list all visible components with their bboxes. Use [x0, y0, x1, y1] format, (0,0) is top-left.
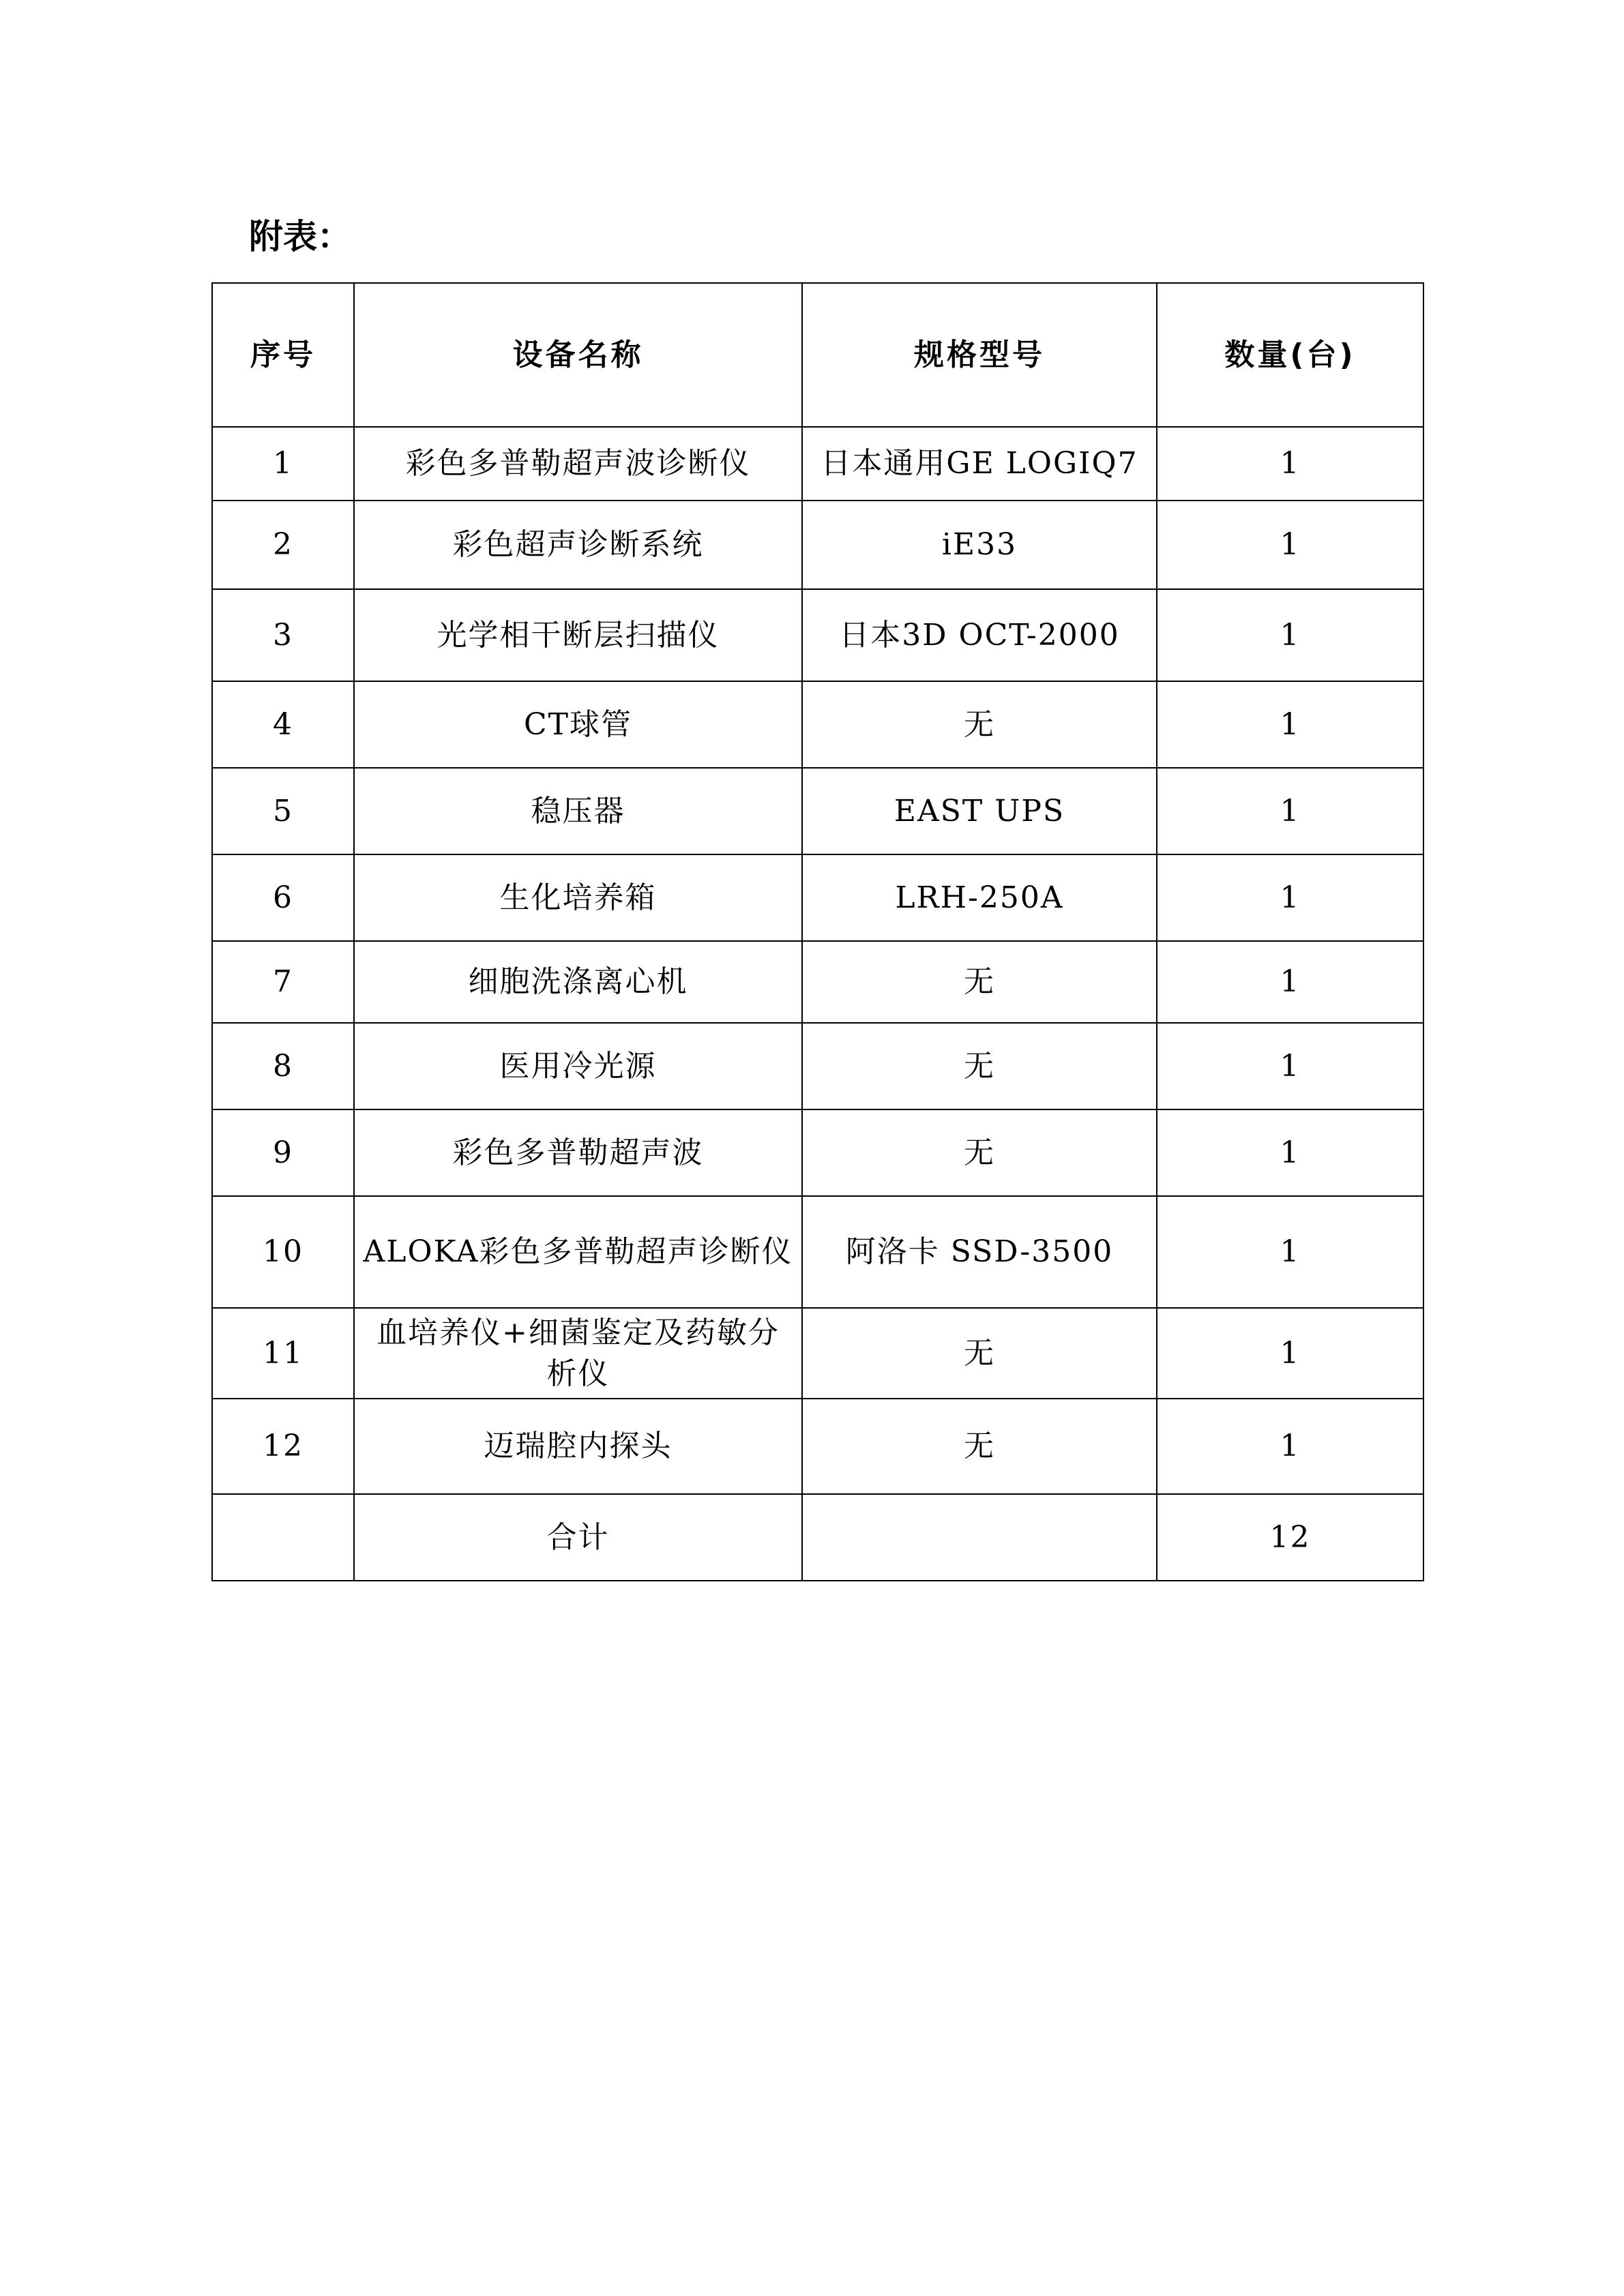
page-title: 附表： [249, 217, 351, 256]
cell-quantity: 1 [1157, 1196, 1423, 1308]
cell-equipment-name: 医用冷光源 [354, 1023, 802, 1109]
cell-model: 无 [802, 1109, 1157, 1196]
table-row [212, 589, 1423, 681]
cell-serial-number: 10 [212, 1196, 354, 1308]
cell-quantity: 1 [1157, 589, 1423, 681]
table-row [212, 1399, 1423, 1494]
cell-equipment-name: 稳压器 [354, 768, 802, 854]
cell-equipment-name: 彩色多普勒超声波 [354, 1109, 802, 1196]
cell-serial-number: 2 [212, 501, 354, 589]
total-quantity: 12 [1157, 1494, 1423, 1581]
cell-quantity: 1 [1157, 941, 1423, 1023]
total-model [802, 1494, 1157, 1581]
cell-equipment-name: 血培养仪+细菌鉴定及药敏分析仪 [354, 1308, 802, 1399]
cell-quantity: 1 [1157, 427, 1423, 501]
cell-serial-number: 4 [212, 681, 354, 768]
cell-quantity: 1 [1157, 501, 1423, 589]
cell-model: 日本通用GE LOGIQ7 [802, 427, 1157, 501]
cell-model: 无 [802, 1308, 1157, 1399]
cell-model: 日本3D OCT-2000 [802, 589, 1157, 681]
cell-model: iE33 [802, 501, 1157, 589]
table-row [212, 1023, 1423, 1109]
table-row [212, 854, 1423, 941]
cell-serial-number: 12 [212, 1399, 354, 1494]
cell-serial-number: 5 [212, 768, 354, 854]
cell-serial-number: 9 [212, 1109, 354, 1196]
total-label: 合计 [354, 1494, 802, 1581]
table-row [212, 1308, 1423, 1399]
cell-serial-number: 8 [212, 1023, 354, 1109]
cell-model: 无 [802, 681, 1157, 768]
cell-equipment-name: 生化培养箱 [354, 854, 802, 941]
cell-equipment-name: 迈瑞腔内探头 [354, 1399, 802, 1494]
table-row [212, 941, 1423, 1023]
cell-quantity: 1 [1157, 681, 1423, 768]
cell-serial-number: 7 [212, 941, 354, 1023]
table-row [212, 1196, 1423, 1308]
cell-model: EAST UPS [802, 768, 1157, 854]
cell-equipment-name: 彩色超声诊断系统 [354, 501, 802, 589]
cell-equipment-name: CT球管 [354, 681, 802, 768]
header-model: 规格型号 [802, 283, 1157, 427]
cell-equipment-name: 细胞洗涤离心机 [354, 941, 802, 1023]
cell-quantity: 1 [1157, 1399, 1423, 1494]
cell-serial-number: 11 [212, 1308, 354, 1399]
cell-equipment-name: 光学相干断层扫描仪 [354, 589, 802, 681]
table-row [212, 1109, 1423, 1196]
cell-model: 无 [802, 1023, 1157, 1109]
table-row [212, 681, 1423, 768]
cell-serial-number: 6 [212, 854, 354, 941]
cell-model: 阿洛卡 SSD-3500 [802, 1196, 1157, 1308]
cell-quantity: 1 [1157, 768, 1423, 854]
cell-model: 无 [802, 941, 1157, 1023]
total-serial-number [212, 1494, 354, 1581]
table-row [212, 768, 1423, 854]
cell-model: LRH-250A [802, 854, 1157, 941]
cell-equipment-name: ALOKA彩色多普勒超声诊断仪 [354, 1196, 802, 1308]
header-equipment-name: 设备名称 [354, 283, 802, 427]
header-serial-number: 序号 [212, 283, 354, 427]
header-quantity: 数量(台) [1157, 283, 1423, 427]
cell-quantity: 1 [1157, 1308, 1423, 1399]
table-row [212, 427, 1423, 501]
cell-serial-number: 3 [212, 589, 354, 681]
cell-model: 无 [802, 1399, 1157, 1494]
cell-quantity: 1 [1157, 854, 1423, 941]
cell-equipment-name: 彩色多普勒超声波诊断仪 [354, 427, 802, 501]
equipment-table [211, 282, 1424, 1581]
cell-serial-number: 1 [212, 427, 354, 501]
table-total-row [212, 1494, 1423, 1581]
table-header-row [212, 283, 1423, 427]
cell-quantity: 1 [1157, 1109, 1423, 1196]
table-row [212, 501, 1423, 589]
cell-quantity: 1 [1157, 1023, 1423, 1109]
